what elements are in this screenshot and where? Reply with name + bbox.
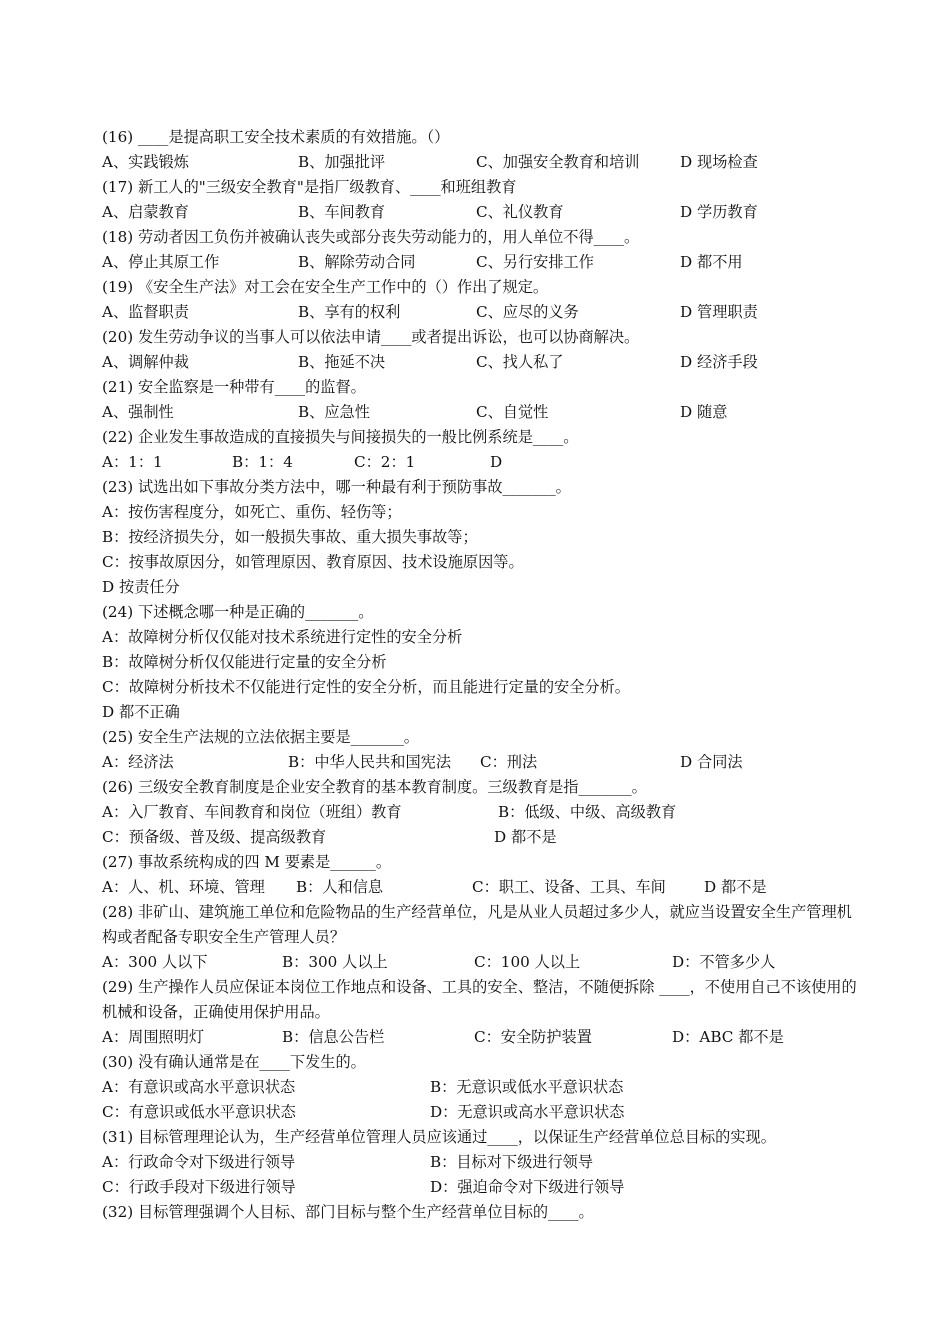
option-row: [102, 200, 862, 225]
option-b: B：1：4: [232, 453, 293, 471]
option-a: A：有意识或高水平意识状态: [102, 1078, 296, 1096]
question-stem: (23) 试选出如下事故分类方法中，哪一种最有利于预防事故_______。: [102, 478, 571, 496]
option-a: A、启蒙教育: [102, 203, 189, 221]
option-a: A：300 人以下: [102, 953, 208, 971]
option-d: D: [490, 453, 503, 471]
option-b: B：人和信息: [296, 878, 384, 896]
question-stem: (29) 生产操作人员应保证本岗位工作地点和设备、工具的安全、整洁，不随便拆除 ____，不使用自己不该使用的机械和设备，正确使用保护用品。: [102, 978, 857, 1021]
option-d: D 随意: [680, 403, 728, 421]
option-row: [102, 350, 862, 375]
option-c: C：刑法: [480, 753, 538, 771]
option-c: C：职工、设备、工具、车间: [472, 878, 666, 896]
option-row: [102, 800, 862, 825]
option-row: [102, 950, 862, 975]
option-d: D：不管多少人: [672, 953, 776, 971]
option-row: [102, 825, 862, 850]
option-c: C、找人私了: [476, 353, 564, 371]
question-stem: (21) 安全监察是一种带有____的监督。: [102, 378, 366, 396]
question-stem: (28) 非矿山、建筑施工单位和危险物品的生产经营单位，凡是从业人员超过多少人，就应当设置安全生产管理机构或者配备专职安全生产管理人员？: [102, 903, 852, 946]
option-c: C：按事故原因分，如管理原因、教育原因、技术设施原因等。: [102, 553, 524, 571]
option-a: A：周围照明灯: [102, 1028, 205, 1046]
option-b: B：无意识或低水平意识状态: [430, 1078, 624, 1096]
option-a: A、强制性: [102, 403, 174, 421]
option-a: A：按伤害程度分，如死亡、重伤、轻伤等；: [102, 503, 402, 521]
option-row: [102, 1150, 862, 1175]
option-row: [102, 750, 862, 775]
option-c: C：有意识或低水平意识状态: [102, 1103, 296, 1121]
option-b: B、加强批评: [298, 153, 386, 171]
option-a: A、监督职责: [102, 303, 189, 321]
option-d: D 管理职责: [680, 303, 758, 321]
option-c: C：2：1: [354, 453, 416, 471]
question-stem: (24) 下述概念哪一种是正确的_______。: [102, 603, 374, 621]
option-d: D：强迫命令对下级进行领导: [430, 1178, 625, 1196]
option-c: C、加强安全教育和培训: [476, 153, 640, 171]
option-a: A：行政命令对下级进行领导: [102, 1153, 296, 1171]
option-a: A：人、机、环境、管理: [102, 878, 265, 896]
option-b: B：故障树分析仅仅能进行定量的安全分析: [102, 653, 387, 671]
option-a: A、调解仲裁: [102, 353, 189, 371]
option-d: D 按责任分: [102, 578, 180, 596]
option-b: B、应急性: [298, 403, 370, 421]
option-c: C：故障树分析技术不仅能进行定性的安全分析，而且能进行定量的安全分析。: [102, 678, 630, 696]
question-stem: (26) 三级安全教育制度是企业安全教育的基本教育制度。三级教育是指_______。: [102, 778, 647, 796]
option-row: [102, 400, 862, 425]
option-a: A、实践锻炼: [102, 153, 189, 171]
option-a: A、停止其原工作: [102, 253, 220, 271]
option-c: C：预备级、普及级、提高级教育: [102, 828, 327, 846]
option-d: D 经济手段: [680, 353, 758, 371]
option-d: D 都不用: [680, 253, 743, 271]
question-stem: (19) 《安全生产法》对工会在安全生产工作中的（）作出了规定。: [102, 278, 549, 296]
option-b: B、车间教育: [298, 203, 386, 221]
question-stem: (31) 目标管理理论认为，生产经营单位管理人员应该通过____，以保证生产经营单位总目标的实现。: [102, 1128, 776, 1146]
option-b: B：目标对下级进行领导: [430, 1153, 594, 1171]
option-row: [102, 1175, 862, 1200]
question-stem: (18) 劳动者因工负伤并被确认丧失或部分丧失劳动能力的，用人单位不得____。: [102, 228, 640, 246]
option-d: D：ABC 都不是: [672, 1028, 784, 1046]
option-row: [102, 1025, 862, 1050]
question-stem: (32) 目标管理强调个人目标、部门目标与整个生产经营单位目标的____。: [102, 1203, 594, 1221]
question-stem: (25) 安全生产法规的立法依据主要是_______。: [102, 728, 419, 746]
option-d: D 都不是: [704, 878, 767, 896]
option-c: C：行政手段对下级进行领导: [102, 1178, 296, 1196]
option-b: B、享有的权利: [298, 303, 401, 321]
option-c: C、另行安排工作: [476, 253, 594, 271]
option-row: [102, 250, 862, 275]
option-b: B：信息公告栏: [282, 1028, 385, 1046]
option-b: B：按经济损失分，如一般损失事故、重大损失事故等；: [102, 528, 478, 546]
option-d: D 学历教育: [680, 203, 758, 221]
option-row: [102, 875, 862, 900]
document-page: [102, 125, 862, 1225]
question-stem: (16) ____是提高职工安全技术素质的有效措施。（）: [102, 128, 450, 146]
question-stem: (17) 新工人的"三级安全教育"是指厂级教育、____和班组教育: [102, 178, 517, 196]
option-c: C：100 人以上: [474, 953, 581, 971]
option-c: C、应尽的义务: [476, 303, 579, 321]
option-row: [102, 1100, 862, 1125]
option-c: C、自觉性: [476, 403, 549, 421]
option-c: C：安全防护装置: [474, 1028, 592, 1046]
option-b: B：低级、中级、高级教育: [498, 803, 677, 821]
option-a: A：入厂教育、车间教育和岗位（班组）教育: [102, 803, 402, 821]
option-b: B：300 人以上: [282, 953, 388, 971]
option-d: D 现场检查: [680, 153, 758, 171]
option-a: A：1：1: [102, 453, 163, 471]
option-d: D 都不是: [494, 828, 557, 846]
option-row: [102, 450, 862, 475]
option-d: D 都不正确: [102, 703, 180, 721]
option-a: A：故障树分析仅仅能对技术系统进行定性的安全分析: [102, 628, 463, 646]
option-row: [102, 1075, 862, 1100]
option-a: A：经济法: [102, 753, 174, 771]
question-stem: (30) 没有确认通常是在____下发生的。: [102, 1053, 366, 1071]
option-row: [102, 150, 862, 175]
option-b: B、解除劳动合同: [298, 253, 416, 271]
option-d: D：无意识或高水平意识状态: [430, 1103, 625, 1121]
option-row: [102, 300, 862, 325]
question-stem: (27) 事故系统构成的四 M 要素是______。: [102, 853, 392, 871]
question-stem: (22) 企业发生事故造成的直接损失与间接损失的一般比例系统是____。: [102, 428, 579, 446]
option-b: B：中华人民共和国宪法: [288, 753, 452, 771]
option-d: D 合同法: [680, 753, 743, 771]
question-stem: (20) 发生劳动争议的当事人可以依法申请____或者提出诉讼，也可以协商解决。: [102, 328, 640, 346]
option-b: B、拖延不决: [298, 353, 386, 371]
option-c: C、礼仪教育: [476, 203, 564, 221]
